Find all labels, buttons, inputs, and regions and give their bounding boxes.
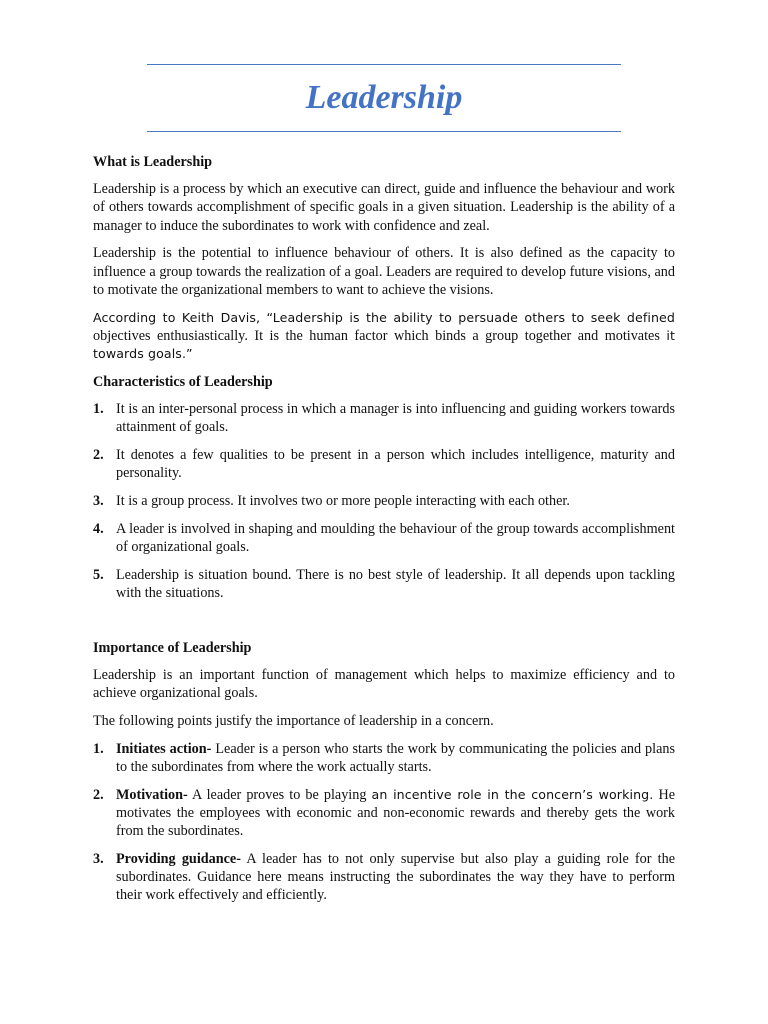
list-text: A leader has to not only supervise but also play a guiding role for the subordinates. Guidance here means instructing the subordinates the way they have to perform their work effectively and efficiently. <box>116 851 675 904</box>
what-paragraph-2: Leadership is the potential to influence behaviour of others. It is also defined as the capacity to influence a group towards the realization of a goal. Leaders are required to develop future visions, and to motivate the organizational members to want to achieve the visions. <box>93 245 675 298</box>
list-term: Providing guidance- <box>116 851 241 868</box>
list-item <box>93 400 675 436</box>
list-item <box>93 520 675 556</box>
list-term: Initiates action- <box>116 740 212 757</box>
section-heading-importance: Importance of Leadership <box>93 639 252 656</box>
list-number: 3. <box>93 493 104 510</box>
section-spacer <box>93 612 675 639</box>
list-text: He motivates the employees with economic and non-economic rewards and thereby gets the work from the subordinates. <box>116 786 675 840</box>
list-text: Leader is a person who starts the work by communicating the policies and plans to the subordinates from where the work actually starts. <box>116 740 675 776</box>
list-number: 5. <box>93 566 104 583</box>
list-item <box>93 492 675 510</box>
quote-middle: objectives enthusiastically. It is the human factor which binds a group together and motivates <box>93 327 667 344</box>
title-rule-bottom <box>147 131 621 132</box>
list-text: A leader proves to be playing <box>187 786 372 803</box>
quote-start: According to Keith Davis, “Leadership is the ability to persuade others to seek defined <box>93 309 675 325</box>
list-text: Leadership is situation bound. There is no best style of leadership. It all depends upon tackling with the situations. <box>116 566 675 602</box>
list-item <box>93 786 675 841</box>
list-number: 4. <box>93 520 104 537</box>
title-rule-top <box>147 64 621 65</box>
what-paragraph-1: Leadership is a process by which an executive can direct, guide and influence the behaviour and work of others towards accomplishment of specific goals in a given situation. Leadership is the ability of a manager to induce the subordinates to work with confidence and zeal. <box>93 181 675 234</box>
list-text: It denotes a few qualities to be present in a person which includes intelligence, maturity and personality. <box>116 447 675 482</box>
section-heading-characteristics: Characteristics of Leadership <box>93 373 273 390</box>
page-title: Leadership <box>305 79 463 116</box>
characteristics-list <box>93 400 675 602</box>
list-text: It is an inter-personal process in which a manager is into influencing and guiding workers towards attainment of goals. <box>116 401 675 436</box>
list-text: A leader is involved in shaping and moulding the behaviour of the group towards accomplishment of organizational goals. <box>116 520 675 556</box>
list-number: 1. <box>93 740 104 757</box>
list-item <box>93 446 675 482</box>
importance-paragraph-2: The following points justify the importance of leadership in a concern. <box>93 713 494 730</box>
list-item <box>93 740 675 776</box>
importance-list <box>93 740 675 905</box>
list-term: Motivation- <box>116 786 188 803</box>
list-number: 3. <box>93 851 104 868</box>
list-number: 2. <box>93 786 104 803</box>
list-item <box>93 850 675 905</box>
quote-end: it towards goals.” <box>93 327 675 362</box>
what-paragraph-3 <box>93 309 675 364</box>
list-number: 2. <box>93 447 104 464</box>
section-heading-what: What is Leadership <box>93 154 213 170</box>
list-item <box>93 566 675 602</box>
list-text-sans: an incentive role in the concern’s working. <box>371 786 654 802</box>
importance-paragraph-1: Leadership is an important function of management which helps to maximize efficiency and to achieve organizational goals. <box>93 667 675 702</box>
document-body <box>93 153 675 914</box>
list-number: 1. <box>93 401 104 418</box>
list-text: It is a group process. It involves two or more people interacting with each other. <box>116 493 570 510</box>
